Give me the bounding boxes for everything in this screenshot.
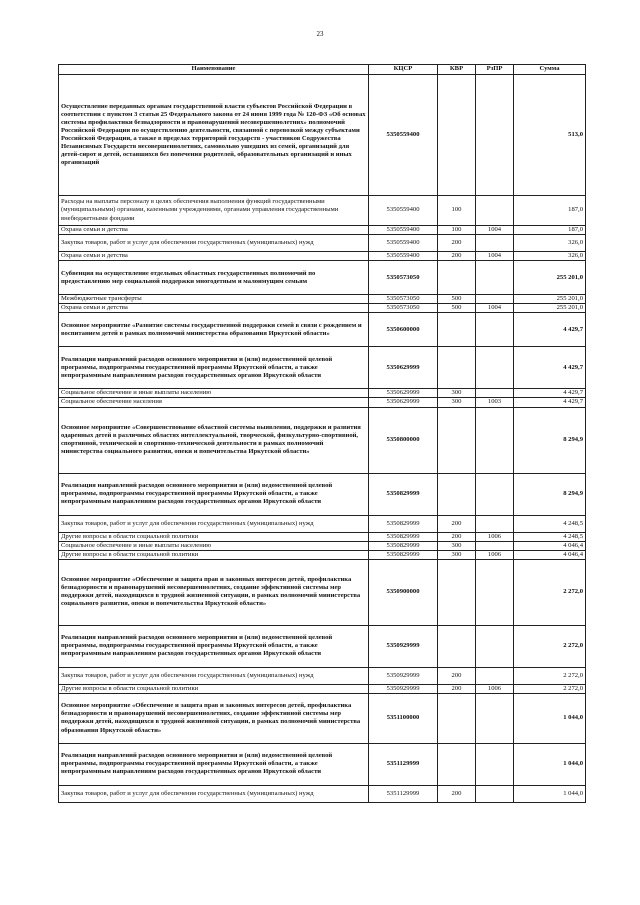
cell-kvr xyxy=(438,261,476,295)
cell-name: Охрана семьи и детства xyxy=(59,226,369,235)
cell-code: 5350829999 xyxy=(369,550,438,559)
cell-sum: 326,0 xyxy=(514,252,586,261)
cell-name: Социальное обеспечение населения xyxy=(59,398,369,407)
cell-code: 5350629999 xyxy=(369,389,438,398)
page-number: 23 xyxy=(316,30,324,38)
cell-rzpr xyxy=(476,515,514,532)
cell-sum: 513,0 xyxy=(514,75,586,196)
table-row xyxy=(59,559,586,625)
cell-kvr: 200 xyxy=(438,684,476,693)
table-row xyxy=(59,389,586,398)
cell-kvr: 300 xyxy=(438,398,476,407)
table-row xyxy=(59,515,586,532)
cell-code: 5350829999 xyxy=(369,473,438,515)
cell-kvr: 200 xyxy=(438,515,476,532)
cell-sum: 187,0 xyxy=(514,196,586,226)
table-row xyxy=(59,693,586,743)
cell-code: 5351100000 xyxy=(369,693,438,743)
cell-sum: 4 429,7 xyxy=(514,313,586,347)
col-header-name: Наименование xyxy=(59,65,369,75)
cell-sum: 4 046,4 xyxy=(514,541,586,550)
cell-name: Субвенция на осуществление отдельных областных государственных полномочий по предоставлению мер социальной поддержки многодетным и малоимущим семьям xyxy=(59,261,369,295)
cell-rzpr xyxy=(476,347,514,389)
cell-rzpr xyxy=(476,785,514,802)
table-row xyxy=(59,261,586,295)
cell-kvr xyxy=(438,347,476,389)
cell-sum: 2 272,0 xyxy=(514,559,586,625)
cell-name: Закупка товаров, работ и услуг для обеспечения государственных (муниципальных) нужд xyxy=(59,235,369,252)
cell-name: Реализация направлений расходов основного мероприятия и (или) ведомственной целевой программы, подпрограммы государственной программы Иркутской области, а также непрограммным направлениям расходов государственных органов Иркутской области xyxy=(59,473,369,515)
cell-code: 5350829999 xyxy=(369,532,438,541)
cell-kvr: 200 xyxy=(438,532,476,541)
cell-name: Другие вопросы в области социальной политики xyxy=(59,532,369,541)
cell-kvr xyxy=(438,313,476,347)
table-row xyxy=(59,743,586,785)
cell-code: 5350573050 xyxy=(369,261,438,295)
cell-rzpr xyxy=(476,743,514,785)
cell-rzpr xyxy=(476,407,514,473)
cell-rzpr xyxy=(476,389,514,398)
table-row xyxy=(59,347,586,389)
cell-name: Закупка товаров, работ и услуг для обеспечения государственных (муниципальных) нужд xyxy=(59,515,369,532)
cell-kvr: 200 xyxy=(438,667,476,684)
cell-kvr: 300 xyxy=(438,550,476,559)
cell-code: 5350559400 xyxy=(369,235,438,252)
col-header-rzpr: РзПР xyxy=(476,65,514,75)
table-row xyxy=(59,75,586,196)
cell-rzpr xyxy=(476,75,514,196)
cell-kvr xyxy=(438,75,476,196)
cell-name: Основное мероприятие «Развитие системы государственной поддержки семей в связи с рождением и воспитанием детей в рамках полномочий министерства образования Иркутской области» xyxy=(59,313,369,347)
cell-kvr: 100 xyxy=(438,196,476,226)
cell-name: Межбюджетные трансферты xyxy=(59,295,369,304)
cell-rzpr xyxy=(476,235,514,252)
table-row xyxy=(59,667,586,684)
cell-sum: 1 044,0 xyxy=(514,743,586,785)
cell-code: 5351129999 xyxy=(369,743,438,785)
cell-kvr: 200 xyxy=(438,252,476,261)
cell-code: 5350829999 xyxy=(369,541,438,550)
cell-rzpr: 1006 xyxy=(476,550,514,559)
cell-name: Социальное обеспечение и иные выплаты населению xyxy=(59,541,369,550)
cell-name: Основное мероприятие «Обеспечение и защита прав и законных интересов детей, профилактика безнадзорности и правонарушений несовершеннолетних, создание эффективной системы мер поддержки детей, находящихся в трудной жизненной ситуации, в рамках полномочий министерства образования Иркутской области» xyxy=(59,693,369,743)
cell-name: Реализация направлений расходов основного мероприятия и (или) ведомственной целевой программы, подпрограммы государственной программы Иркутской области, а также непрограммным направлениям расходов государственных органов Иркутской области xyxy=(59,347,369,389)
table-row xyxy=(59,252,586,261)
table-row xyxy=(59,541,586,550)
table-body xyxy=(59,75,586,803)
cell-sum: 255 201,0 xyxy=(514,304,586,313)
col-header-kvr: КВР xyxy=(438,65,476,75)
cell-kvr: 200 xyxy=(438,235,476,252)
cell-sum: 326,0 xyxy=(514,235,586,252)
cell-rzpr xyxy=(476,196,514,226)
table-header-row xyxy=(59,65,586,75)
table-row xyxy=(59,398,586,407)
cell-rzpr: 1003 xyxy=(476,398,514,407)
cell-name: Социальное обеспечение и иные выплаты населению xyxy=(59,389,369,398)
cell-sum: 2 272,0 xyxy=(514,667,586,684)
cell-code: 5350559400 xyxy=(369,75,438,196)
cell-rzpr: 1004 xyxy=(476,304,514,313)
cell-rzpr xyxy=(476,261,514,295)
cell-name: Охрана семьи и детства xyxy=(59,252,369,261)
cell-rzpr xyxy=(476,693,514,743)
cell-code: 5350559400 xyxy=(369,226,438,235)
cell-sum: 4 429,7 xyxy=(514,347,586,389)
table-row xyxy=(59,313,586,347)
col-header-code: КЦСР xyxy=(369,65,438,75)
cell-rzpr xyxy=(476,559,514,625)
table-row xyxy=(59,785,586,802)
cell-code: 5350559400 xyxy=(369,196,438,226)
table-row xyxy=(59,473,586,515)
cell-sum: 4 429,7 xyxy=(514,398,586,407)
cell-sum: 4 248,5 xyxy=(514,532,586,541)
cell-kvr: 500 xyxy=(438,295,476,304)
cell-name: Основное мероприятие «Обеспечение и защита прав и законных интересов детей, профилактика безнадзорности и правонарушений несовершеннолетних, создание эффективной системы мер поддержки детей, находящихся в трудной жизненной ситуации, в рамках полномочий министерства социального развития, опеки и попечительства Иркутской области» xyxy=(59,559,369,625)
cell-kvr: 200 xyxy=(438,785,476,802)
table-row xyxy=(59,532,586,541)
cell-rzpr: 1006 xyxy=(476,684,514,693)
cell-name: Закупка товаров, работ и услуг для обеспечения государственных (муниципальных) нужд xyxy=(59,667,369,684)
cell-kvr: 500 xyxy=(438,304,476,313)
cell-kvr: 300 xyxy=(438,389,476,398)
cell-rzpr xyxy=(476,313,514,347)
cell-code: 5350573050 xyxy=(369,304,438,313)
cell-sum: 2 272,0 xyxy=(514,684,586,693)
cell-rzpr: 1004 xyxy=(476,252,514,261)
cell-sum: 8 294,9 xyxy=(514,407,586,473)
table-row xyxy=(59,550,586,559)
cell-code: 5350929999 xyxy=(369,667,438,684)
cell-name: Реализация направлений расходов основного мероприятия и (или) ведомственной целевой программы, подпрограммы государственной программы Иркутской области, а также непрограммным направлениям расходов государственных органов Иркутской области xyxy=(59,743,369,785)
table-row xyxy=(59,196,586,226)
cell-kvr: 100 xyxy=(438,226,476,235)
cell-code: 5350800000 xyxy=(369,407,438,473)
cell-name: Расходы на выплаты персоналу в целях обеспечения выполнения функций государственными (муниципальными) органами, казенными учреждениями, органами управления государственными внебюджетными фондами xyxy=(59,196,369,226)
cell-kvr: 300 xyxy=(438,541,476,550)
cell-name: Другие вопросы в области социальной политики xyxy=(59,550,369,559)
cell-sum: 1 044,0 xyxy=(514,693,586,743)
cell-kvr xyxy=(438,693,476,743)
cell-kvr xyxy=(438,407,476,473)
cell-name: Другие вопросы в области социальной политики xyxy=(59,684,369,693)
cell-code: 5351129999 xyxy=(369,785,438,802)
cell-name: Реализация направлений расходов основного мероприятия и (или) ведомственной целевой программы, подпрограммы государственной программы Иркутской области, а также непрограммным направлениям расходов государственных органов Иркутской области xyxy=(59,625,369,667)
cell-rzpr xyxy=(476,667,514,684)
table-row xyxy=(59,226,586,235)
cell-sum: 4 429,7 xyxy=(514,389,586,398)
cell-sum: 187,0 xyxy=(514,226,586,235)
cell-sum: 2 272,0 xyxy=(514,625,586,667)
cell-kvr xyxy=(438,559,476,625)
cell-code: 5350929999 xyxy=(369,684,438,693)
cell-sum: 8 294,9 xyxy=(514,473,586,515)
table-row xyxy=(59,684,586,693)
cell-code: 5350629999 xyxy=(369,398,438,407)
cell-name: Закупка товаров, работ и услуг для обеспечения государственных (муниципальных) нужд xyxy=(59,785,369,802)
cell-code: 5350573050 xyxy=(369,295,438,304)
cell-code: 5350900000 xyxy=(369,559,438,625)
cell-name: Осуществление переданных органам государственной власти субъектов Российской Федерации в соответствии с пунктом 3 статьи 25 Федерального закона от 24 июня 1999 года № 120-ФЗ «Об основах системы профилактики безнадзорности и правонарушений несовершеннолетних» полномочий Российской Федерации по осуществлению деятельности, связанной с перевозкой между субъектами Российской Федерации, а также в пределах территорий государств - участников Содружества Независимых Государств несовершеннолетних, самовольно ушедших из семей, организаций для детей-сирот и детей, оставшихся без попечения родителей, образовательных организаций и иных организаций xyxy=(59,75,369,196)
cell-code: 5350629999 xyxy=(369,347,438,389)
cell-kvr xyxy=(438,625,476,667)
cell-sum: 255 201,0 xyxy=(514,295,586,304)
cell-rzpr xyxy=(476,295,514,304)
cell-sum: 255 201,0 xyxy=(514,261,586,295)
cell-rzpr: 1006 xyxy=(476,532,514,541)
cell-rzpr xyxy=(476,625,514,667)
cell-sum: 4 248,5 xyxy=(514,515,586,532)
table-row xyxy=(59,295,586,304)
table-row xyxy=(59,407,586,473)
table-row xyxy=(59,304,586,313)
cell-rzpr: 1004 xyxy=(476,226,514,235)
cell-name: Основное мероприятие «Совершенствование областной системы выявления, поддержки и развития одаренных детей в различных областях интеллектуальной, творческой, физкультурно-спортивной, спортивной, технической и спортивно-технической деятельности в рамках полномочий министерства социального развития, опеки и попечительства Иркутской области» xyxy=(59,407,369,473)
cell-rzpr xyxy=(476,473,514,515)
cell-name: Охрана семьи и детства xyxy=(59,304,369,313)
cell-code: 5350600000 xyxy=(369,313,438,347)
table-row xyxy=(59,625,586,667)
budget-table xyxy=(58,64,586,803)
cell-rzpr xyxy=(476,541,514,550)
cell-kvr xyxy=(438,743,476,785)
cell-code: 5350559400 xyxy=(369,252,438,261)
cell-sum: 1 044,0 xyxy=(514,785,586,802)
table-row xyxy=(59,235,586,252)
col-header-sum: Сумма xyxy=(514,65,586,75)
cell-kvr xyxy=(438,473,476,515)
cell-code: 5350929999 xyxy=(369,625,438,667)
cell-sum: 4 046,4 xyxy=(514,550,586,559)
cell-code: 5350829999 xyxy=(369,515,438,532)
